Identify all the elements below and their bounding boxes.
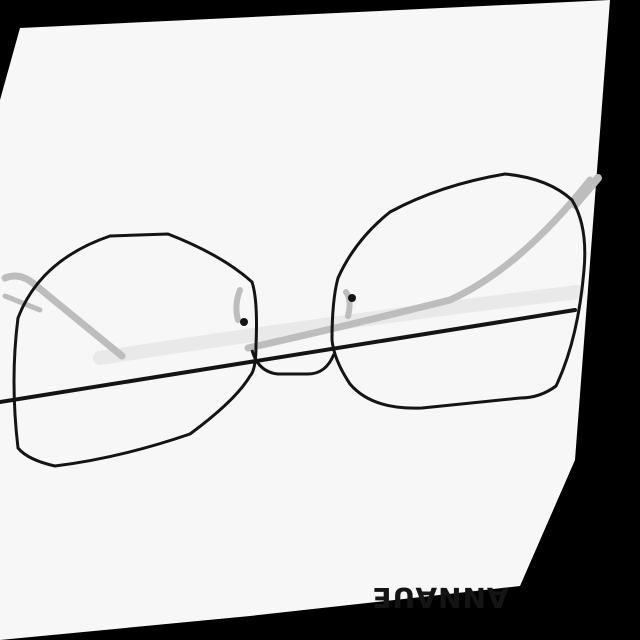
watermark-text: ANNAUE <box>371 581 509 614</box>
left-nose-pad <box>236 290 240 320</box>
left-pad-screw <box>240 318 248 326</box>
right-pad-screw <box>348 294 356 302</box>
